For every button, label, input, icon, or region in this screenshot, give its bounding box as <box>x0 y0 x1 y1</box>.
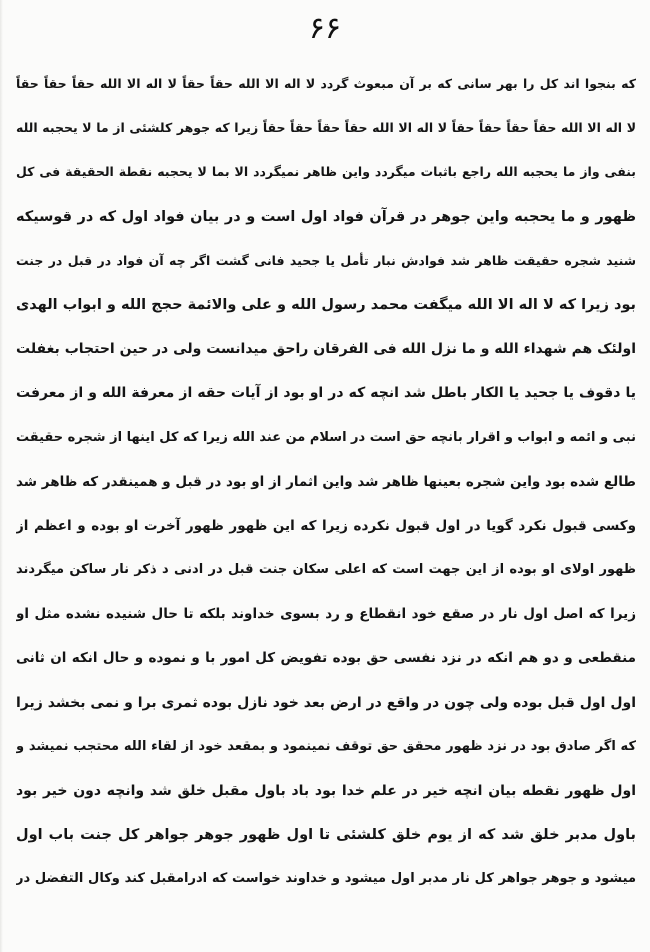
text-line-17: اول ظهور نقطه بیان انچه خیر در علم خدا بود باد باول مقبل خلق شد وانچه دون خیر بود <box>16 783 636 799</box>
text-line-15: اول اول قبل بوده ولی چون در واقع در ارض بعد خود نازل بوده ثمری برا و نمی بخشد زیرا <box>16 694 636 711</box>
text-line-6: بود زیرا که لا اله الا الله میگفت محمد رسول الله و علی والائمة حجج الله و ابواب الهدی <box>16 296 636 313</box>
text-line-4: ظهور و ما یحجبه واین جوهر در قرآن فواد اول است و در بیان فواد اول که در قوسیکه <box>16 208 636 225</box>
text-line-11: وکسی قبول نکرد گویا در اول قبول نکرده زیرا که این ظهور ظهور آخرت او بوده و اعظم از <box>16 517 636 534</box>
page-left-edge <box>0 0 3 952</box>
text-line-19: میشود و جوهر جواهر کل نار مدبر اول میشود و خداوند خواست که ادرامقبل کند وکال التفضل در <box>16 871 636 887</box>
text-line-18: باول مدبر خلق شد که از یوم خلق کلشئی تا اول ظهور جوهر جواهر کل جنت باب اول <box>16 827 636 844</box>
text-line-16: که اگر صادق بود در نزد ظهور محقق حق توقف نمینمود و بمقعد خود از لقاء الله محتجب نمیشد و <box>16 738 636 754</box>
text-line-9: نبی و ائمه و ابواب و اقرار بانچه حق است در اسلام من عند الله زیرا که کل اینها از شجره حقیقت <box>16 429 636 445</box>
text-line-7: اولئک هم شهداء الله و ما نزل الله فی الفرقان راحق میدانست ولی در حین احتجاب بغفلت <box>16 341 636 358</box>
text-line-13: زیرا که اصل اول نار در صقع خود انقطاع و رد بسوی خداوند بلکه تا حال شنیده نشده مثل او <box>16 606 636 623</box>
text-line-12: ظهور اولای او بوده از این جهت است که اعلی سکان جنت قبل در ادنی د ذکر نار ساکن میگردند <box>16 562 636 578</box>
text-line-2: لا اله الا الله حقاً حقاً حقاً حقاً لا اله الا الله حقاً حقاً حقاً حقاً زیرا که جوهر کلشئی از ما لا یحجبه الله <box>16 120 636 136</box>
text-line-8: یا دقوف یا جحید یا الکار باطل شد انچه که در او بود از آیات حقه از معرفة الله و از معرفت <box>16 385 636 402</box>
text-line-10: طالع شده بود واین شجره بعینها ظاهر شد واین اثمار از او بود در قبل و همینقدر که ظاهر شد <box>16 473 636 490</box>
text-line-5: شنید شجره حقیقت ظاهر شد فوادش نبار تأمل یا جحید فانی گشت اگر چه آن فواد در قبل در جنت <box>16 252 636 268</box>
text-line-3: بنفی واز ما یحجبه الله راجع باثبات میگردد واین ظاهر نمیگردد الا بما لا یحجبه نقطة الحقیقة فی کل <box>16 164 636 180</box>
page-number: ۶۶ <box>308 11 342 46</box>
manuscript-text-block <box>16 62 636 902</box>
text-line-14: منقطعی و دو هم انکه در نزد نفسی حق بوده تفویض کل امور با و نموده و حال انکه ان ثانی <box>16 650 636 667</box>
text-line-1: که بنجوا اند کل را بهر سانی که بر آن مبعوث گردد لا اله الا الله حقاً حقاً لا اله الا الله حقاً حقاً حقاً <box>16 76 636 91</box>
